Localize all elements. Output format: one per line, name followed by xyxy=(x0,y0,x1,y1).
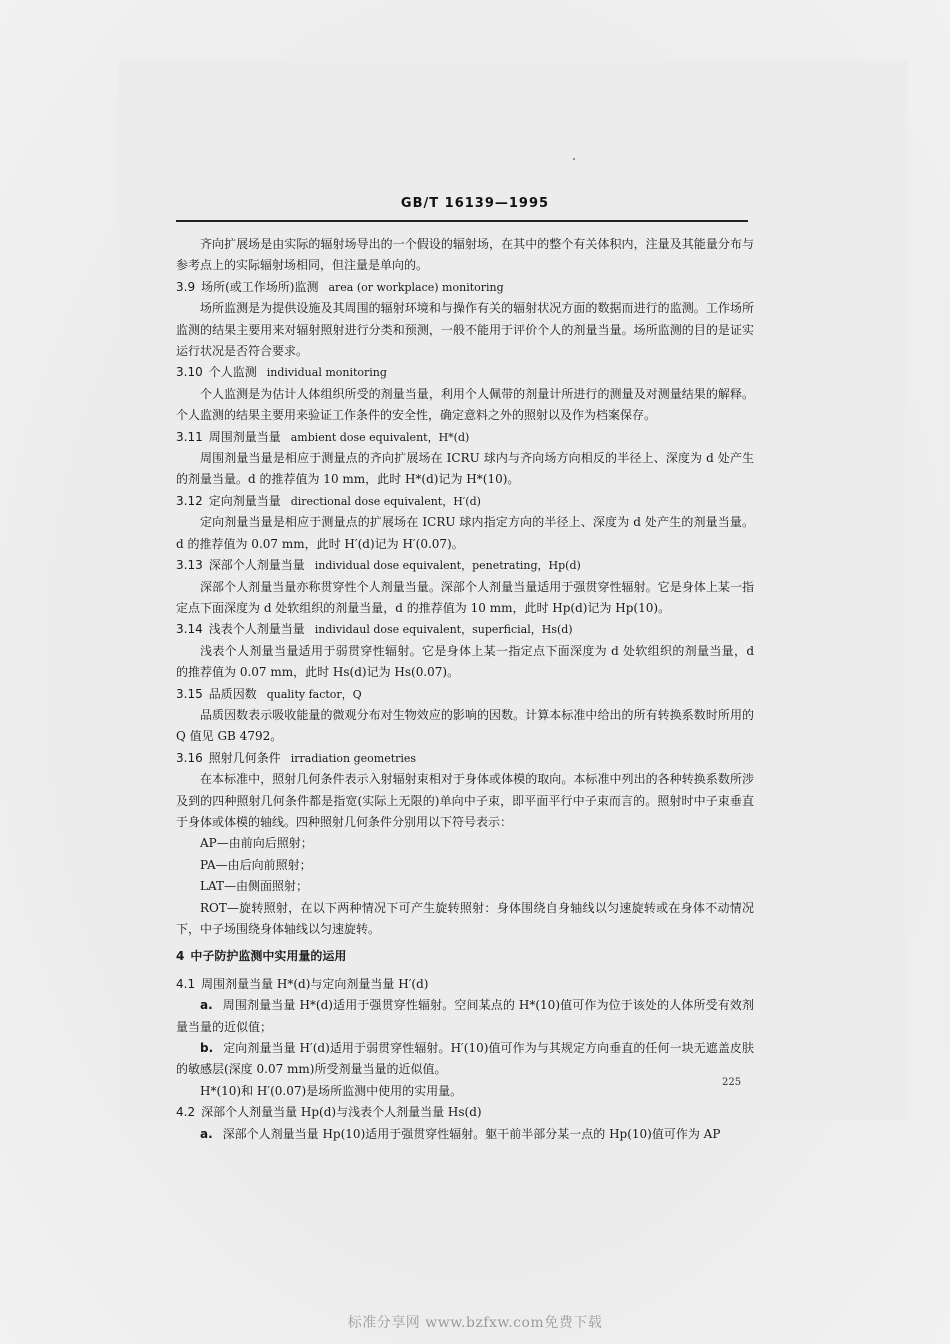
watermark-footer: 标准分享网 www.bzfxw.com免费下载 xyxy=(347,1315,603,1331)
list-item: a. 深部个人剂量当量 Hp(10)适用于强贯穿性辐射。躯干前半部分某一点的 Hp(10)值可作为 AP xyxy=(200,1126,721,1141)
section-3-12 xyxy=(176,491,754,555)
section-text: 定向剂量当量是相应于测量点的扩展场在 ICRU 球内指定方向的半径上、深度为 d 处产生的剂量当量。d 的推荐值为 0.07 mm，此时 H′(d)记为 H′(0.07)。 xyxy=(176,515,754,551)
standard-header: GB/T 16139—1995 xyxy=(400,196,550,211)
section-4-2 xyxy=(176,1102,754,1145)
section-heading: 3.13 深部个人剂量当量 individual dose equivalent，penetrating，Hp(d) xyxy=(176,558,581,573)
section-3-16 xyxy=(176,748,754,941)
section-3-9 xyxy=(176,277,754,363)
page-number: 225 xyxy=(722,1077,742,1088)
document-body xyxy=(176,234,754,1145)
section-text: 在本标准中，照射几何条件表示入射辐射束相对于身体或体模的取向。本标准中列出的各种转换系数所涉及到的四种照射几何条件都是指宽(实际上无限的)单向中子束，即平面平行中子束而言的。照射时中子束垂直于身体或体模的轴线。四种照射几何条件分别用以下符号表示： xyxy=(176,772,754,829)
section-heading: 3.14 浅表个人剂量当量 individaul dose equivalent，superficial，Hs(d) xyxy=(176,622,573,637)
section-text: 个人监测是为估计人体组织所受的剂量当量，利用个人佩带的剂量计所进行的测量及对测量结果的解释。个人监测的结果主要用来验证工作条件的安全性，确定意料之外的照射以及作为档案保存。 xyxy=(176,386,754,423)
section-heading: 3.11 周围剂量当量 ambient dose equivalent，H*(d) xyxy=(176,429,470,444)
list-item: b. 定向剂量当量 H′(d)适用于弱贯穿性辐射。H′(10)值可作为与其规定方向垂直的任何一块无遮盖皮肤的敏感层(深度 0.07 mm)所受剂量当量的近似值。 xyxy=(176,1041,754,1077)
header-rule xyxy=(176,220,748,222)
section-note: H*(10)和 H′(0.07)是场所监测中使用的实用量。 xyxy=(200,1083,463,1098)
section-text: 场所监测是为提供设施及其周围的辐射环境和与操作有关的辐射状况方面的数据而进行的监测。工作场所监测的结果主要用来对辐射照射进行分类和预测，一般不能用于评价个人的剂量当量。场所监测的目的是证实运行状况是否符合要求。 xyxy=(176,301,754,359)
section-4-1 xyxy=(176,974,754,1102)
section-text: 深部个人剂量当量亦称贯穿性个人剂量当量。深部个人剂量当量适用于强贯穿性辐射。它是身体上某一指定点下面深度为 d 处软组织的剂量当量，d 的推荐值为 10 mm，此时 Hp(d)记为 Hp(10)。 xyxy=(176,579,754,615)
section-heading: 3.9 场所(或工作场所)监测 area (or workplace) monitoring xyxy=(176,279,504,294)
geometry-rot: ROT—旋转照射，在以下两种情况下可产生旋转照射：身体围绕自身轴线以匀速旋转或在身体不动情况下，中子场围绕身体轴线以匀速旋转。 xyxy=(176,900,754,936)
section-heading: 4.1 周围剂量当量 H*(d)与定向剂量当量 H′(d) xyxy=(176,976,429,991)
section-3-11 xyxy=(176,427,754,491)
section-heading: 4.2 深部个人剂量当量 Hp(d)与浅表个人剂量当量 Hs(d) xyxy=(176,1105,482,1120)
scan-speck xyxy=(573,158,575,160)
geometry-lat: LAT—由侧面照射； xyxy=(200,879,308,894)
section-text: 浅表个人剂量当量适用于弱贯穿性辐射。它是身体上某一指定点下面深度为 d 处软组织的剂量当量，d 的推荐值为 0.07 mm，此时 Hs(d)记为 Hs(0.07)。 xyxy=(176,643,754,680)
geometry-pa: PA—由后向前照射； xyxy=(200,857,312,872)
section-heading: 3.16 照射几何条件 irradiation geometries xyxy=(176,750,417,765)
section-3-14 xyxy=(176,619,754,683)
geometry-ap: AP—由前向后照射； xyxy=(200,836,313,851)
section-3-13 xyxy=(176,555,754,619)
chapter-4-heading: 4 中子防护监测中实用量的运用 xyxy=(176,949,347,964)
section-text: 品质因数表示吸收能量的微观分布对生物效应的影响的因数。计算本标准中给出的所有转换系数时所用的 Q 值见 GB 4792。 xyxy=(176,707,754,744)
section-text: 周围剂量当量是相应于测量点的齐向扩展场在 ICRU 球内与齐向场方向相反的半径上、深度为 d 处产生的剂量当量。d 的推荐值为 10 mm，此时 H*(d)记为 H*(10)。 xyxy=(176,451,754,487)
continuation-paragraph: 齐向扩展场是由实际的辐射场导出的一个假设的辐射场，在其中的整个有关体积内，注量及其能量分布与参考点上的实际辐射场相同，但注量是单向的。 xyxy=(176,237,754,273)
section-heading: 3.10 个人监测 individual monitoring xyxy=(176,365,387,380)
section-3-15 xyxy=(176,684,754,748)
section-heading: 3.12 定向剂量当量 directional dose equivalent，H′(d) xyxy=(176,493,481,508)
section-heading: 3.15 品质因数 quality factor，Q xyxy=(176,686,362,701)
list-item: a. 周围剂量当量 H*(d)适用于强贯穿性辐射。空间某点的 H*(10)值可作为位于该处的人体所受有效剂量当量的近似值； xyxy=(176,998,754,1034)
section-3-10 xyxy=(176,362,754,426)
